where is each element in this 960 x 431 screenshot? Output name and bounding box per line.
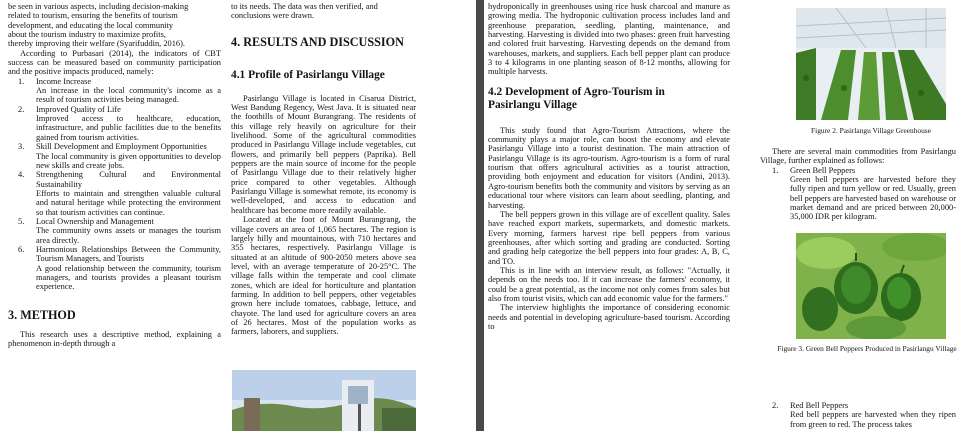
- indicator-title: Skill Development and Employment Opportunities: [36, 142, 207, 152]
- indicator-item: [18, 77, 221, 105]
- indicator-description: A good relationship between the community, tourism managers, and tourists provides a pleasant tourism experience.: [36, 263, 221, 292]
- intro-line-5: thereby improving their welfare (Syarifuddin, 2016).: [8, 39, 185, 49]
- indicator-number: 2.: [18, 104, 25, 114]
- agro-paragraph-4: The interview highlights the importance of considering economic needs and potential in developing agriculture-based tourism. According to: [488, 303, 730, 331]
- right-page: [484, 0, 960, 431]
- agro-tourism-heading: 4.2 Development of Agro-Tourism in Pasirlangu Village: [488, 85, 665, 111]
- indicator-description: The local community is given opportunities to develop new skills and create jobs.: [36, 151, 221, 170]
- intro-line-2: related to tourism, ensuring the benefits of tourism: [8, 11, 178, 21]
- greenhouse-figure: [796, 8, 946, 120]
- left-column-2: [231, 2, 416, 337]
- indicator-item: [18, 245, 221, 292]
- indicator-title: Income Increase: [36, 76, 92, 86]
- left-column-1: [8, 2, 221, 348]
- indicator-description: The community owns assets or manages the tourism area directly.: [36, 226, 221, 245]
- hydroponic-paragraph: hydroponically in greenhouses using rice husk charcoal and manure as growing media. The hydroponic cultivation process includes land and greenhouse preparation, seedling, planting, maintenance, and harvesting. Harvesting is divided into two phases: green fruit harvesting and colored fruit harvesting. Harvesting depends on the demand from warehouses, markets, and suppliers. Each bell pepper plant can produce 3 to 4 kilograms in one planting season of 8-12 months, allowing for multiple harvests.: [488, 2, 730, 77]
- cbt-indicator-list: [8, 77, 221, 292]
- red-pepper-title: Red Bell Peppers: [790, 401, 849, 410]
- purbasari-paragraph: According to Purbasari (2014), the indicators of CBT success can be measured based on community participation and the positive impacts produced, namely:: [8, 48, 221, 77]
- indicator-item: [18, 105, 221, 142]
- intro-line-1: be seen in various aspects, including decision-making: [8, 2, 189, 11]
- agro-paragraph-3: This is in line with an interview result, as follows: "Actually, it depends on the needs too. If it can increase the farmers' economy, it could be a great potential, as the income not only comes from sales but also from tourist visits, which can add economic value for the farmers.": [488, 265, 730, 303]
- method-paragraph: This research uses a descriptive method, explaining a phenomenon in-depth through a: [8, 329, 221, 348]
- figure-2-caption: Figure 2. Pasirlangu Village Greenhouse: [811, 126, 931, 135]
- village-photo: [232, 370, 416, 431]
- indicator-description: Efforts to maintain and strengthen valuable cultural and natural heritage while protecting the environment so that tourism activities can continue.: [36, 188, 221, 217]
- red-pepper-item: [760, 401, 956, 429]
- indicator-number: 4.: [18, 170, 25, 180]
- indicator-title: Harmonious Relationships Between the Community, Tourism Managers, and Tourists: [36, 244, 221, 264]
- indicator-item: [18, 170, 221, 217]
- indicator-title: Improved Quality of Life: [36, 104, 121, 114]
- red-pepper-section: [760, 401, 956, 429]
- verification-line-2: conclusions were drawn.: [231, 11, 315, 21]
- green-pepper-description: Green bell peppers are harvested before they fully ripen and turn yellow or red. Usually, green bell peppers are harvested based on warehouse or market demand and are priced between 20,000-35,000 IDR per kilogram.: [790, 175, 956, 222]
- verification-line-1: to its needs. The data was then verified, and: [231, 2, 378, 11]
- agro-paragraph-1: This study found that Agro-Tourism Attractions, where the community plays a major role, can boost the economy and elevate Pasirlangu Village into a tourist destination. The main attraction of Pasirlangu Village is its agro-tourism. Agro-tourism is a form of rural tourism that offers agricultural activities as a tourist attraction, providing both enjoyment and education for visitors (Andini, 2013). Agro-tourism benefits both the community and visitors by serving as an educational tour where visitors can learn about seedling, planting, and harvesting.: [488, 125, 730, 210]
- profile-heading: 4.1 Profile of Pasirlangu Village: [231, 68, 385, 81]
- indicator-number: 5.: [18, 216, 25, 226]
- agro-paragraph-2: The bell peppers grown in this village are of excellent quality. Sales have reached export markets, supermarkets, and domestic markets. Every morning, farmers harvest ripe bell peppers from various greenhouses, after which sorting and grading are conducted. Sorting and grading help categorize the bell peppers into four grades: A, B, C, and TO.: [488, 209, 730, 266]
- right-column-1: [488, 2, 730, 331]
- village-photo-image: [232, 370, 416, 431]
- green-pepper-number: 1.: [772, 165, 779, 175]
- indicator-number: 3.: [18, 142, 25, 152]
- profile-paragraph-1: Pasirlangu Village is located in Cisarua District, West Bandung Regency, West Java. It is situated near the foothills of Mount Burangrang. The residents of this village rely heavily on agriculture for their livelihood. Some of the agricultural commodities produced in Pasirlangu Village include vegetables, cut flowers, and primarily bell peppers (Paprika). Bell peppers are the main source of income for the people of Pasirlangu Village due to their relatively higher price compared to other vegetables. Although Pasirlangu Village is somewhat remote, its economy is well-developed, and access to education and healthcare has become more readily available.: [231, 93, 416, 215]
- indicator-description: An increase in the local community's income as a result of tourism activities being managed.: [36, 86, 221, 105]
- left-page: [0, 0, 476, 431]
- green-pepper-title: Green Bell Peppers: [790, 165, 856, 175]
- indicator-title: Local Ownership and Management: [36, 216, 154, 226]
- intro-line-3: development, and educating the local community: [8, 20, 174, 30]
- commodities-paragraph: There are several main commodities from Pasirlangu Village, further explained as follows:: [760, 147, 956, 166]
- indicator-title: Strengthening Cultural and Environmental Sustainability: [36, 170, 221, 189]
- green-pepper-item: [760, 166, 956, 222]
- indicator-description: Improved access to healthcare, education, infrastructure, and public facilities due to the benefits gained from tourism activities.: [36, 114, 221, 142]
- right-column-2: [760, 147, 956, 222]
- red-pepper-description: Red bell peppers are harvested when they ripen from green to red. The process takes: [790, 410, 956, 429]
- indicator-item: [18, 217, 221, 245]
- red-pepper-number: 2.: [772, 401, 779, 410]
- figure-3-caption: Figure 3. Green Bell Peppers Produced in Pasirlangu Village: [777, 344, 957, 353]
- results-heading: 4. RESULTS AND DISCUSSION: [231, 34, 404, 49]
- green-pepper-image: [796, 233, 946, 339]
- page-gutter: [476, 0, 484, 431]
- method-heading: 3. METHOD: [8, 307, 76, 322]
- profile-paragraph-2: Located at the foot of Mount Burangrang, the village covers an area of 1,065 hectares. The region is largely hilly and mountainous, with 710 hectares and 355 hectares, respectively. Pasirlangu Village is situated at an altitude of 900-2050 meters above sea level, with an average temperature of 20-25°C. The village falls within the temperate and cool climate zones, which are ideal for horticulture and plantation farming. In addition to bell peppers, other vegetables grown here include tomatoes, cabbage, lettuce, and chayote. The land used for agriculture covers an area of 26 hectares. Most of the population works as farmers, laborers, and suppliers.: [231, 215, 416, 337]
- green-pepper-figure: [796, 233, 946, 339]
- intro-line-4: about the tourism industry to maximize profits,: [8, 30, 166, 40]
- greenhouse-image: [796, 8, 946, 120]
- indicator-item: [18, 142, 221, 170]
- indicator-number: 1.: [18, 76, 25, 86]
- indicator-number: 6.: [18, 244, 25, 254]
